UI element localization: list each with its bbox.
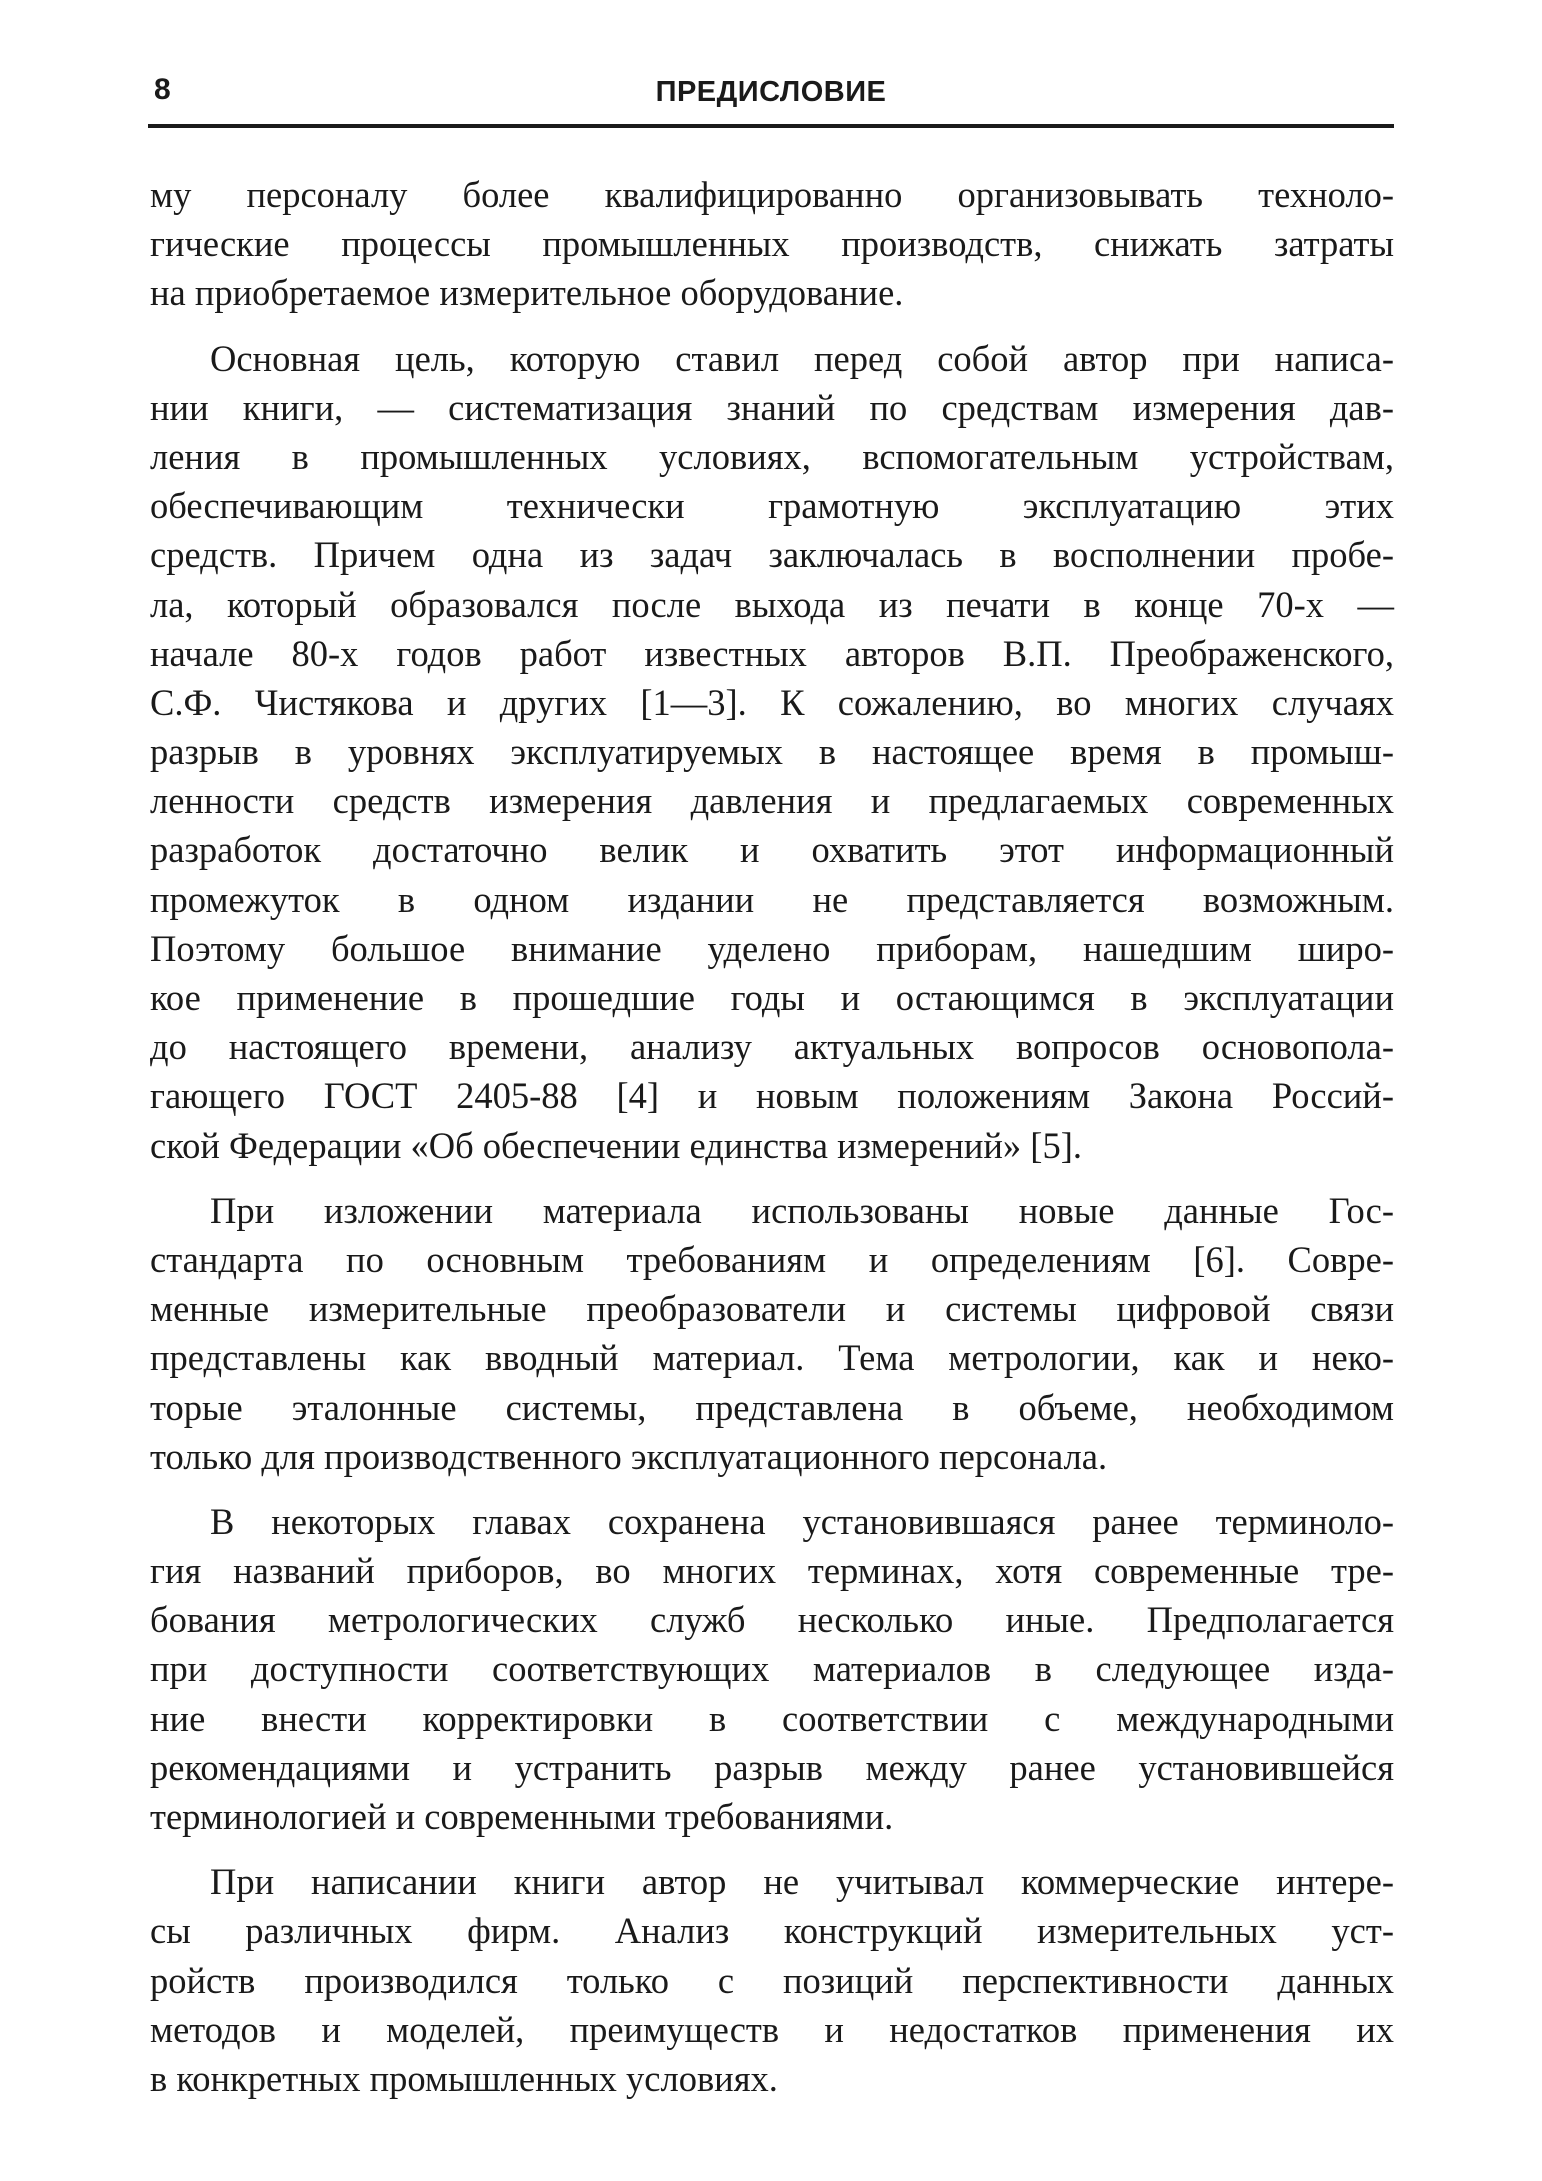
text-line: при доступности соответствующих материалов в следующее изда- (150, 1648, 1394, 1690)
text-line: стандарта по основным требованиям и определениям [6]. Совре- (150, 1238, 1394, 1280)
text-line: гические процессы промышленных производств, снижать затраты (150, 223, 1394, 265)
text-line: разработок достаточно велик и охватить этот информационный (150, 829, 1394, 871)
paragraph (150, 170, 1394, 318)
text-line: до настоящего времени, анализу актуальных вопросов основопола- (150, 1026, 1394, 1068)
text-line: разрыв в уровнях эксплуатируемых в настоящее время в промыш- (150, 731, 1394, 773)
text-line: торые эталонные системы, представлена в объеме, необходимом (150, 1386, 1394, 1428)
page-body (150, 170, 1394, 2119)
text-line: С.Ф. Чистякова и других [1—3]. К сожалению, во многих случаях (150, 681, 1394, 723)
text-line: терминологией и современными требованиями. (150, 1796, 894, 1837)
text-line: обеспечивающим технически грамотную эксплуатацию этих (150, 485, 1394, 527)
text-line: ления в промышленных условиях, вспомогательным устройствам, (150, 435, 1394, 477)
text-line: Основная цель, которую ставил перед собой автор при написа- (210, 337, 1394, 379)
text-line: ленности средств измерения давления и предлагаемых современных (150, 780, 1394, 822)
text-line: средств. Причем одна из задач заключалась в восполнении пробе- (150, 534, 1394, 576)
text-line: му персоналу более квалифицированно организовывать техноло- (150, 174, 1394, 215)
text-line: ла, который образовался после выхода из печати в конце 70-х — (150, 583, 1394, 625)
text-line: гия названий приборов, во многих терминах, хотя современные тре- (150, 1550, 1394, 1592)
text-line: гающего ГОСТ 2405-88 [4] и новым положениям Закона Россий- (150, 1075, 1394, 1117)
paragraph (150, 334, 1394, 1170)
text-line: представлены как вводный материал. Тема метрологии, как и неко- (150, 1337, 1394, 1379)
page-header (148, 64, 1394, 120)
text-line: При написании книги автор не учитывал коммерческие интере- (210, 1861, 1394, 1903)
text-line: ние внести корректировки в соответствии с международными (150, 1697, 1394, 1739)
text-line: При изложении материала использованы новые данные Гос- (210, 1189, 1394, 1231)
text-line: методов и моделей, преимуществ и недостатков применения их (150, 2008, 1394, 2050)
text-line: В некоторых главах сохранена установившаяся ранее терминоло- (210, 1500, 1394, 1542)
text-line: нии книги, — систематизация знаний по средствам измерения дав- (150, 386, 1394, 428)
text-line: менные измерительные преобразователи и системы цифровой связи (150, 1288, 1394, 1330)
text-line: сы различных фирм. Анализ конструкций измерительных уст- (150, 1910, 1394, 1952)
text-line: рекомендациями и устранить разрыв между ранее установившейся (150, 1746, 1394, 1788)
text-line: на приобретаемое измерительное оборудование. (150, 272, 904, 314)
paragraph (150, 1857, 1394, 2103)
header-rule (148, 124, 1394, 128)
text-line: промежуток в одном издании не представляется возможным. (150, 878, 1394, 920)
paragraph (150, 1186, 1394, 1481)
text-line: в конкретных промышленных условиях. (150, 2057, 778, 2099)
text-line: ройств производился только с позиций перспективности данных (150, 1959, 1394, 2001)
text-line: Поэтому большое внимание уделено приборам, нашедшим широ- (150, 927, 1394, 969)
text-line: только для производственного эксплуатационного персонала. (150, 1435, 1108, 1477)
page-number: 8 (154, 73, 171, 106)
text-line: ской Федерации «Об обеспечении единства измерений» [5]. (150, 1124, 1082, 1166)
text-line: начале 80-х годов работ известных авторов В.П. Преображенского, (150, 632, 1394, 674)
paragraph (150, 1497, 1394, 1841)
text-line: бования метрологических служб несколько иные. Предполагается (150, 1599, 1394, 1641)
text-line: кое применение в прошедшие годы и остающимся в эксплуатации (150, 977, 1394, 1018)
running-head: ПРЕДИСЛОВИЕ (655, 76, 887, 108)
